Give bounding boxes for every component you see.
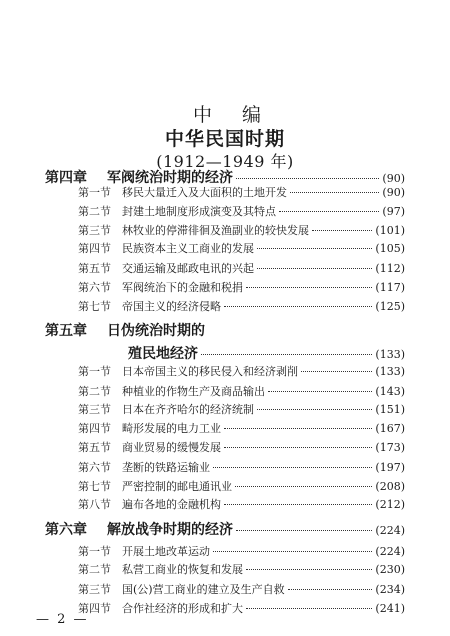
page-number: (224): [375, 524, 405, 537]
toc-section-row[interactable]: [78, 600, 405, 616]
section-title: 移民大量迁入及大面积的土地开发: [122, 186, 287, 199]
page-number: (133): [375, 348, 405, 361]
page-number: (197): [375, 461, 405, 474]
chapter-label: 第四章: [45, 170, 87, 186]
section-label: 第一节: [78, 186, 111, 199]
page-number: (90): [382, 186, 405, 199]
chapter-title: 解放战争时期的经济: [107, 522, 233, 538]
section-title: 国(公)营工商业的建立及生产自救: [122, 583, 285, 596]
section-title: 畸形发展的电力工业: [122, 422, 221, 435]
section-title: 合作社经济的形成和扩大: [122, 602, 243, 615]
section-label: 第七节: [78, 300, 111, 313]
section-label: 第二节: [78, 205, 111, 218]
section-title: 垄断的铁路运输业: [122, 461, 210, 474]
page-number: (101): [375, 224, 405, 237]
page-number: (234): [375, 583, 405, 596]
page-number: (90): [382, 172, 405, 185]
section-title: 民族资本主义工商业的发展: [122, 242, 254, 255]
section-title: 帝国主义的经济侵略: [122, 300, 221, 313]
period-title: 中华民国时期: [164, 128, 285, 150]
chapter-title: 军阀统治时期的经济: [107, 170, 233, 186]
dot-leader: [236, 530, 372, 531]
page-number: (143): [375, 385, 405, 398]
section-title: 种植业的作物生产及商品输出: [122, 385, 265, 398]
page-number: (133): [375, 365, 405, 378]
section-title: 交通运输及邮政电讯的兴起: [122, 262, 254, 275]
page-number: (117): [375, 281, 405, 294]
part-title: 中 编: [192, 104, 274, 126]
dot-leader: [246, 569, 372, 570]
chapter-title: 日伪统治时期的: [107, 323, 205, 339]
page-number: (167): [375, 422, 405, 435]
section-title: 开展土地改革运动: [122, 545, 210, 558]
section-label: 第三节: [78, 403, 111, 416]
section-title: 遍布各地的金融机构: [122, 498, 221, 511]
section-title: 商业贸易的缓慢发展: [122, 441, 221, 454]
page-number: (208): [375, 480, 405, 493]
chapter-label: 第五章: [45, 323, 87, 339]
section-title: 严密控制的邮电通讯业: [122, 480, 232, 493]
section-label: 第五节: [78, 441, 111, 454]
section-label: 第八节: [78, 498, 111, 511]
chapter-label: 第六章: [45, 522, 87, 538]
section-label: 第二节: [78, 385, 111, 398]
section-label: 第四节: [78, 602, 111, 615]
section-title: 私营工商业的恢复和发展: [122, 563, 243, 576]
page-number: (230): [375, 563, 405, 576]
section-label: 第三节: [78, 583, 111, 596]
section-title: 封建土地制度形成演变及其特点: [122, 205, 276, 218]
page-number: (125): [375, 300, 405, 313]
section-label: 第四节: [78, 422, 111, 435]
period-range: (1912—1949 年): [156, 152, 294, 171]
section-label: 第一节: [78, 365, 111, 378]
section-label: 第七节: [78, 480, 111, 493]
page-number: (97): [382, 205, 405, 218]
section-label: 第四节: [78, 242, 111, 255]
page-number: (241): [375, 602, 405, 615]
toc-section-row[interactable]: [78, 581, 405, 597]
page-folio: — 2 —: [36, 612, 89, 627]
section-title: 林牧业的停滞徘徊及渔副业的较快发展: [122, 224, 309, 237]
dot-leader: [213, 551, 372, 552]
toc-section-row[interactable]: [78, 543, 405, 559]
section-label: 第一节: [78, 545, 111, 558]
section-title: 军阀统治下的金融和税捐: [122, 281, 243, 294]
section-label: 第三节: [78, 224, 111, 237]
toc-section-row[interactable]: [78, 561, 405, 577]
section-title: 日本在齐齐哈尔的经济统制: [122, 403, 254, 416]
page-number: (105): [375, 242, 405, 255]
page-number: (151): [375, 403, 405, 416]
toc-chapter-row[interactable]: [45, 519, 405, 539]
section-title: 日本帝国主义的移民侵入和经济剥削: [122, 365, 298, 378]
section-label: 第二节: [78, 563, 111, 576]
section-label: 第六节: [78, 281, 111, 294]
page-number: (224): [375, 545, 405, 558]
dot-leader: [288, 589, 373, 590]
page-number: (112): [375, 262, 405, 275]
dot-leader: [246, 608, 372, 609]
page-number: (173): [375, 441, 405, 454]
chapter-title-continued: 殖民地经济: [128, 346, 198, 362]
section-label: 第六节: [78, 461, 111, 474]
section-label: 第五节: [78, 262, 111, 275]
page-number: (212): [375, 498, 405, 511]
